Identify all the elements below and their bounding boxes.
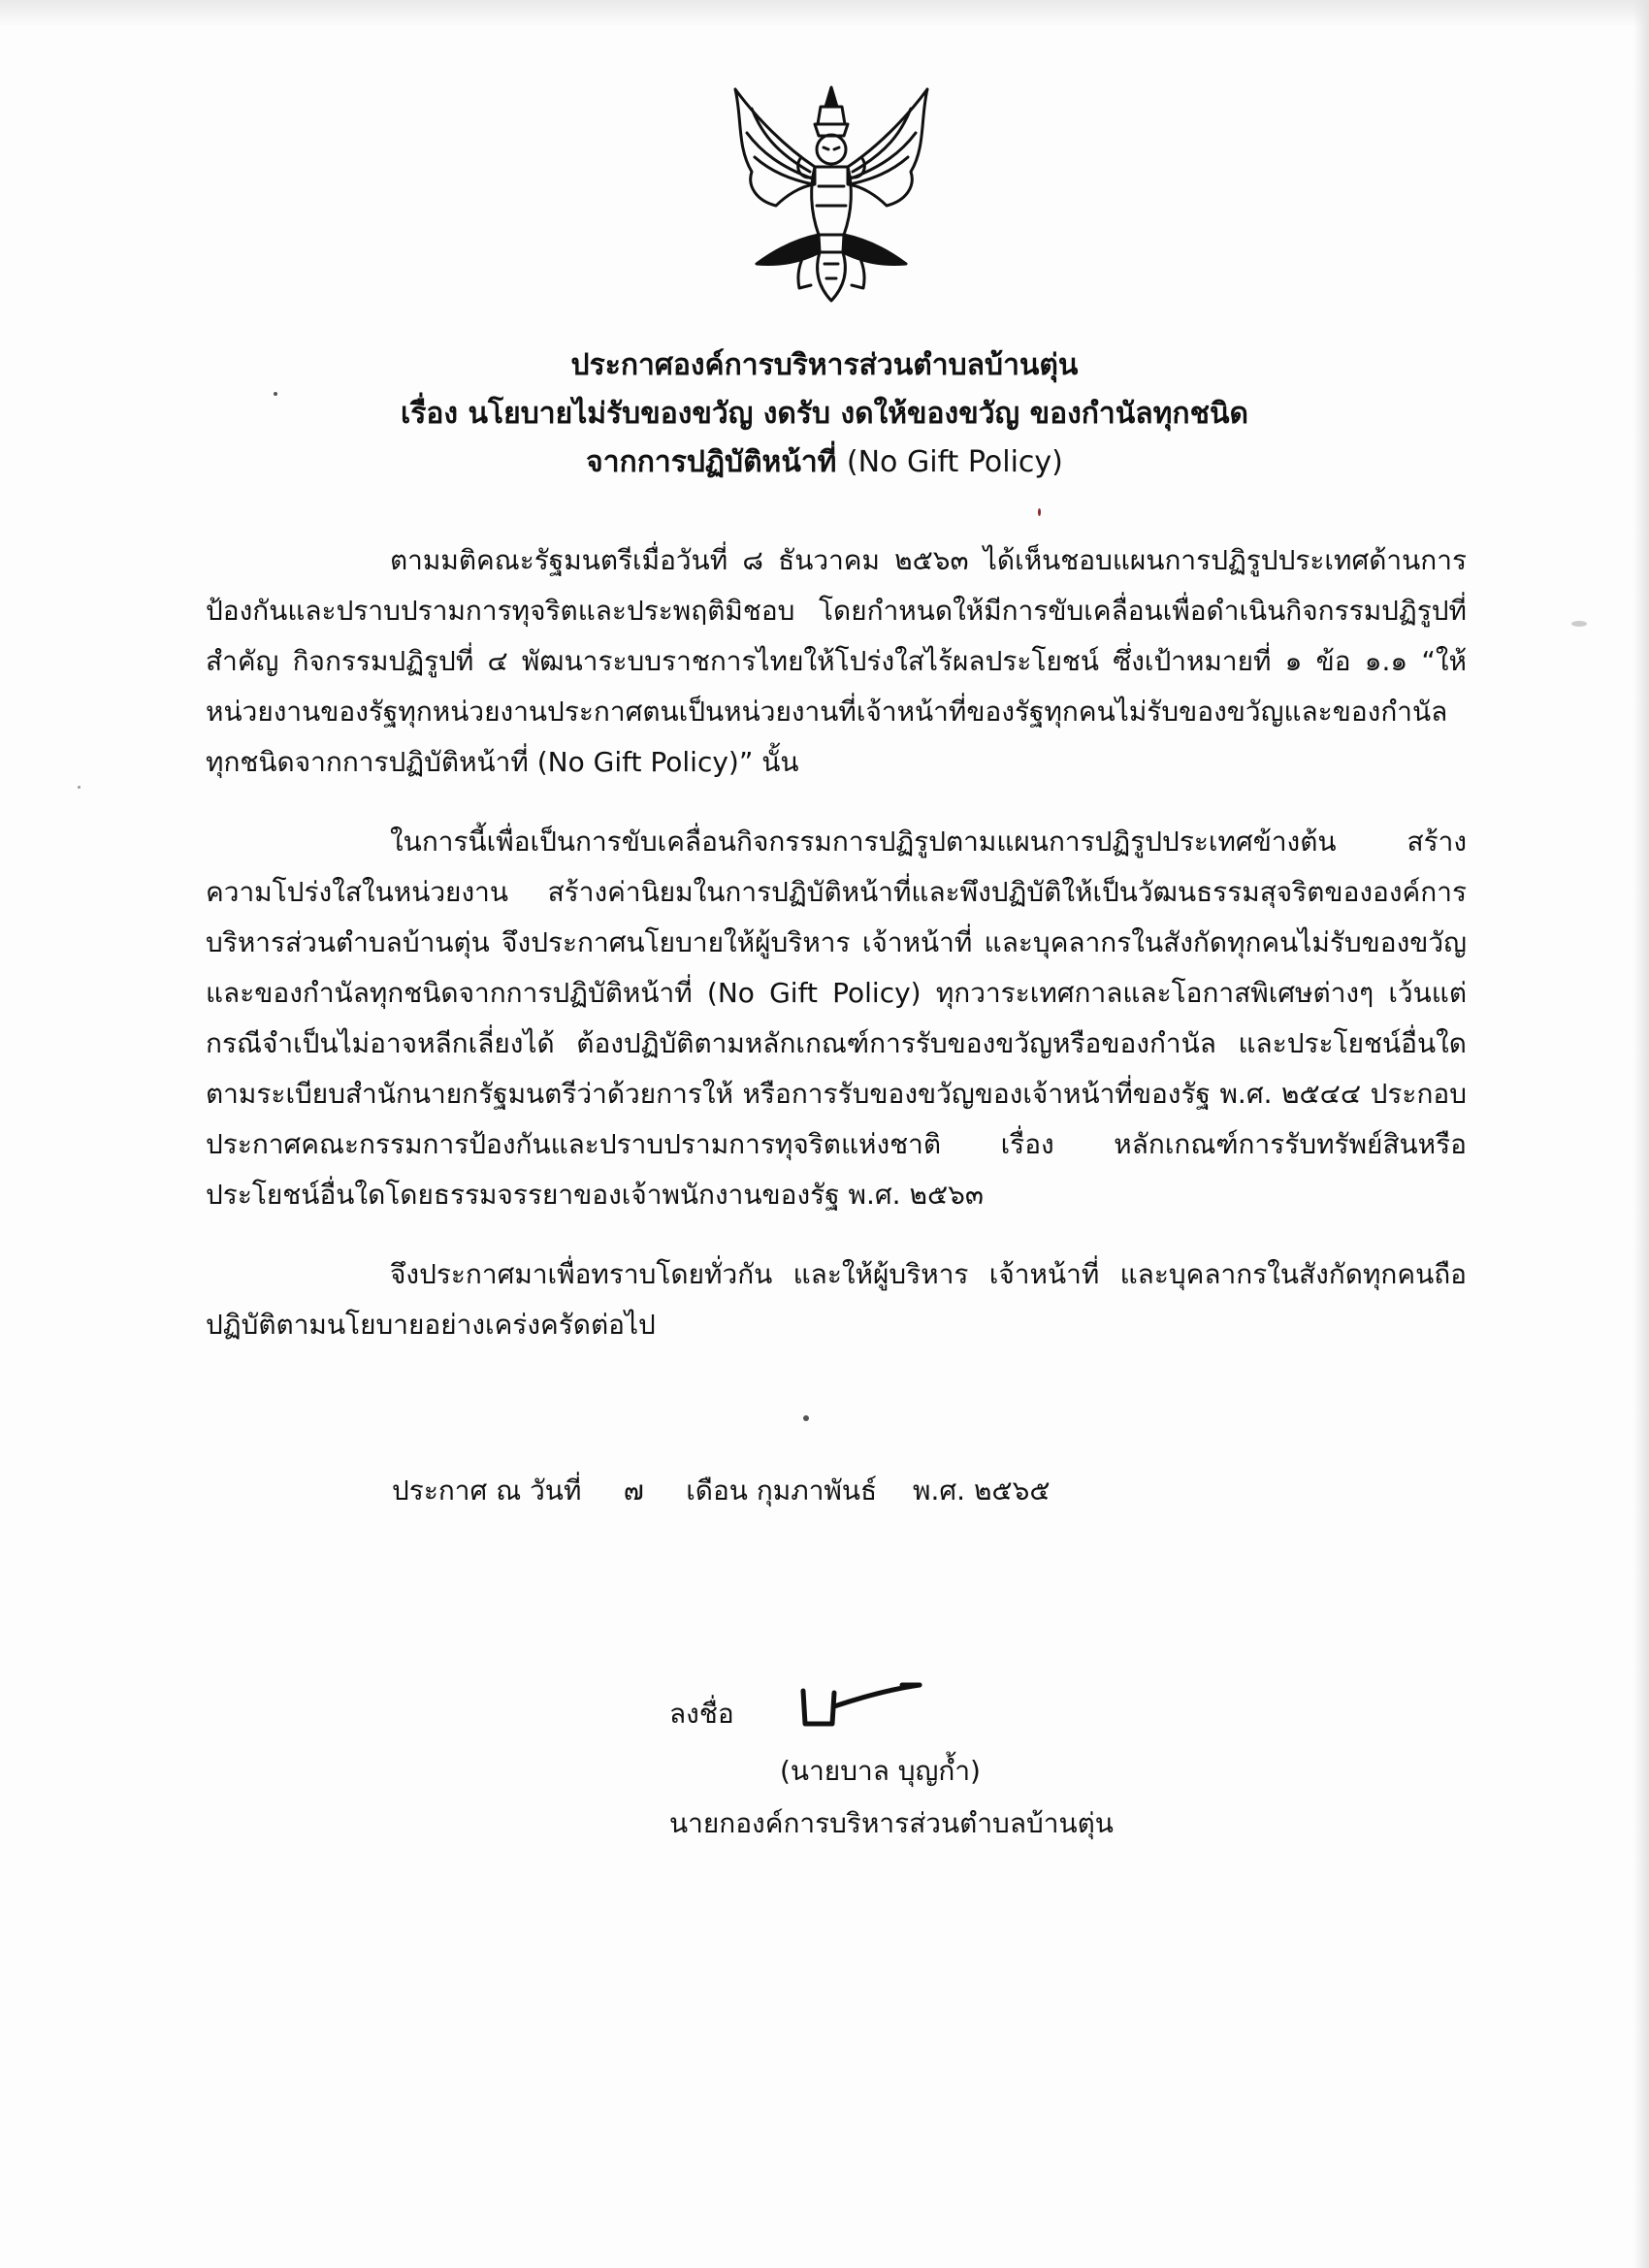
heading-line-1: ประกาศองค์การบริหารส่วนตำบลบ้านตุ่น <box>570 348 1079 382</box>
paragraph-3-line: จึงประกาศมาเพื่อทราบโดยทั่วกัน และให้ผู้บริหาร เจ้าหน้าที่ และบุคลากรในสังกัดทุกคนถือ <box>390 1258 1467 1290</box>
heading-line-3-english: (No Gift Policy) <box>846 445 1063 479</box>
paragraph-2-line: บริหารส่วนตำบลบ้านตุ่น จึงประกาศนโยบายให้ผู้บริหาร เจ้าหน้าที่ และบุคลากรในสังกัดทุกคนไม่รับของขวัญ <box>206 926 1467 958</box>
paragraph-2-line: ประกาศคณะกรรมการป้องกันและปราบปรามการทุจริตแห่งชาติ เรื่อง หลักเกณฑ์การรับทรัพย์สินหรือ <box>206 1128 1467 1160</box>
date-year: พ.ศ. ๒๕๖๕ <box>913 1474 1051 1507</box>
scan-speck <box>274 392 277 396</box>
date-day: ๗ <box>623 1474 644 1507</box>
paragraph-2-line: ประโยชน์อื่นใดโดยธรรมจรรยาของเจ้าพนักงานของรัฐ พ.ศ. ๒๕๖๓ <box>206 1179 985 1211</box>
heading-line-2: เรื่อง นโยบายไม่รับของขวัญ งดรับ งดให้ของขวัญ ของกำนัลทุกชนิด <box>401 397 1248 431</box>
paragraph-1-line: ตามมติคณะรัฐมนตรีเมื่อวันที่ ๘ ธันวาคม ๒๕๖๓ ได้เห็นชอบแผนการปฏิรูปประเทศด้านการ <box>390 544 1467 576</box>
announcement-date <box>392 1470 1051 1512</box>
heading-line-3-thai: จากการปฏิบัติหน้าที่ <box>586 445 847 479</box>
paragraph-2-line: ตามระเบียบสำนักนายกรัฐมนตรีว่าด้วยการให้ หรือการรับของขวัญของเจ้าหน้าที่ของรัฐ พ.ศ. ๒๕๔๔ ประกอบ <box>206 1078 1467 1110</box>
announcement-heading <box>146 341 1504 487</box>
scan-shadow-top <box>0 0 1649 27</box>
paragraph-1-line: สำคัญ กิจกรรมปฏิรูปที่ ๔ พัฒนาระบบราชการไทยให้โปร่งใสไร้ผลประโยชน์ ซึ่งเป้าหมายที่ ๑ ข้อ ๑.๑ “ให้ <box>206 645 1467 677</box>
garuda-emblem-icon <box>718 80 946 310</box>
paragraph-1-line: ป้องกันและปราบปรามการทุจริตและประพฤติมิชอบ โดยกำหนดให้มีการขับเคลื่อนเพื่อดำเนินกิจกรรมปฏิรูปที่ <box>206 595 1467 627</box>
scan-speck <box>1038 508 1041 516</box>
paragraph-3-line: ปฏิบัติตามนโยบายอย่างเคร่งครัดต่อไป <box>206 1309 656 1341</box>
heading-line-3 <box>146 438 1504 487</box>
signer-position: นายกองค์การบริหารส่วนตำบลบ้านตุ่น <box>669 1807 1114 1839</box>
paragraph-3 <box>206 1249 1467 1350</box>
paragraph-2-line: ความโปร่งใสในหน่วยงาน สร้างค่านิยมในการปฏิบัติหน้าที่และพึงปฏิบัติให้เป็นวัฒนธรรมสุจริตขององค์การ <box>206 876 1467 908</box>
scan-shadow-right <box>1633 0 1649 2268</box>
date-month: เดือน กุมภาพันธ์ <box>686 1474 878 1507</box>
handwritten-signature <box>795 1664 941 1741</box>
paragraph-2-line: ในการนี้เพื่อเป็นการขับเคลื่อนกิจกรรมการปฏิรูปตามแผนการปฏิรูปประเทศข้างต้น สร้าง <box>390 826 1467 858</box>
paragraph-1-line: หน่วยงานของรัฐทุกหน่วยงานประกาศตนเป็นหน่วยงานที่เจ้าหน้าที่ของรัฐทุกคนไม่รับของขวัญและของกำนัล <box>206 696 1448 728</box>
paragraph-1 <box>206 535 1467 788</box>
paragraph-2-line: กรณีจำเป็นไม่อาจหลีกเลี่ยงได้ ต้องปฏิบัติตามหลักเกณฑ์การรับของขวัญหรือของกำนัล และประโยชน์อื่นใด <box>206 1027 1467 1059</box>
paragraph-2-line: และของกำนัลทุกชนิดจากการปฏิบัติหน้าที่ (No Gift Policy) ทุกวาระเทศกาลและโอกาสพิเศษต่างๆ เว้นแต่ <box>206 977 1467 1009</box>
scan-speck <box>803 1415 809 1421</box>
date-prefix: ประกาศ ณ วันที่ <box>392 1474 582 1507</box>
signer-name: (นายบาล บุญก้ำ) <box>780 1755 981 1787</box>
signature-label: ลงชื่อ <box>669 1698 734 1730</box>
scan-speck <box>78 786 81 789</box>
paragraph-2 <box>206 817 1467 1220</box>
announcement-body <box>206 535 1467 1350</box>
paragraph-1-line: ทุกชนิดจากการปฏิบัติหน้าที่ (No Gift Policy)” นั้น <box>206 746 799 778</box>
scan-speck <box>1571 621 1587 627</box>
